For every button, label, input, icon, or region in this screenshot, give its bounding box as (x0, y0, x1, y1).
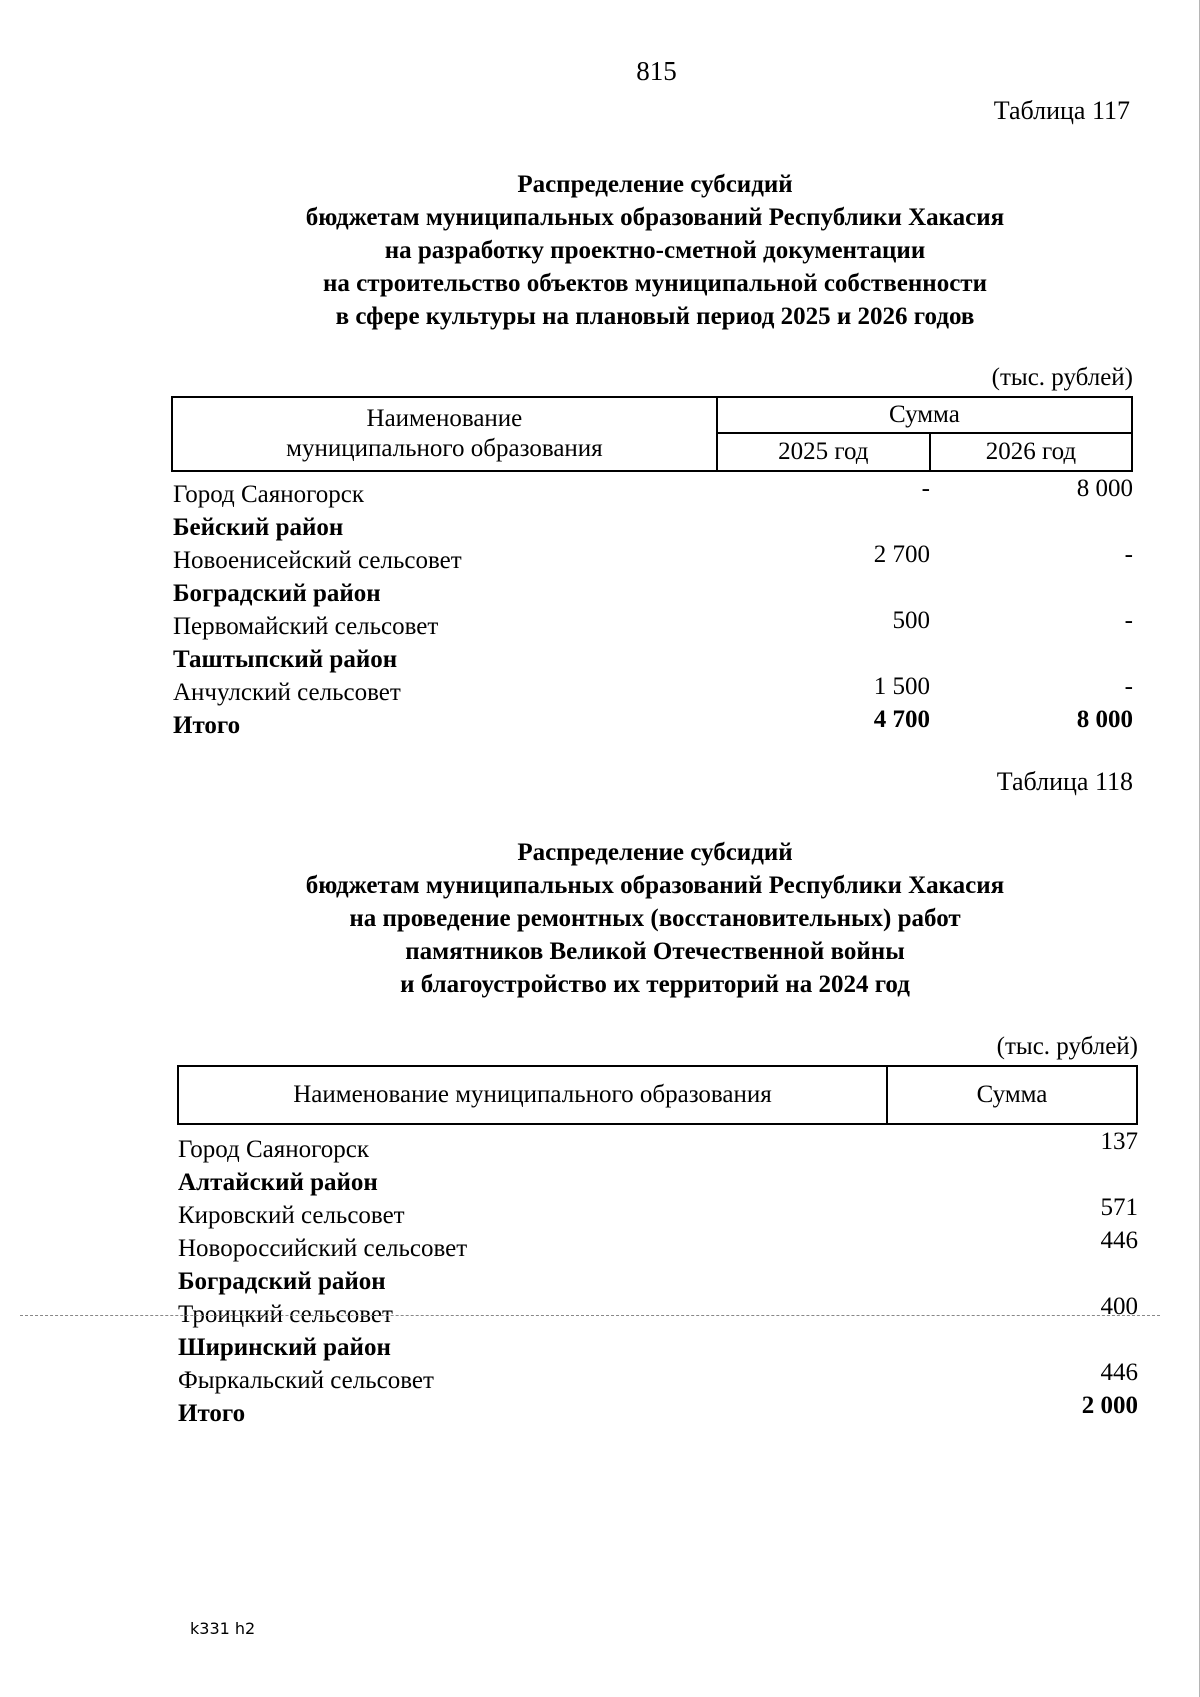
table-118-units: (тыс. рублей) (996, 1033, 1138, 1060)
table-row (173, 577, 1133, 610)
row-name: Бейский район (173, 514, 344, 541)
header-name-line1: Наименование (366, 405, 523, 432)
row-name: Таштыпский район (173, 646, 398, 673)
value-2026: 8 000 (1076, 706, 1133, 733)
table-row (178, 1331, 1138, 1364)
row-name: Итого (173, 712, 241, 739)
table-row (173, 541, 1133, 577)
header-2026-cell: 2026 год (930, 433, 1132, 471)
table-117-body (173, 475, 1133, 742)
title-line: на проведение ремонтных (восстановительных) работ (349, 905, 961, 932)
table-117-label: Таблица 117 (993, 96, 1130, 125)
row-value: 446 (1100, 1359, 1138, 1386)
row-name: Алтайский район (178, 1169, 378, 1196)
header-sum-cell: Сумма (887, 1066, 1137, 1124)
table-117-units: (тыс. рублей) (991, 364, 1133, 391)
table-row (173, 607, 1133, 643)
row-name: Ширинский район (178, 1334, 391, 1361)
title-line: Распределение субсидий (517, 171, 793, 198)
table-row (178, 1166, 1138, 1199)
table-117-title (0, 168, 1200, 333)
table-row (173, 475, 1133, 511)
row-name: Кировский сельсовет (178, 1202, 405, 1229)
title-line: бюджетам муниципальных образований Республики Хакасия (305, 204, 1005, 231)
title-line: памятников Великой Отечественной войны (405, 938, 905, 965)
header-sum-cell: Сумма (717, 397, 1132, 433)
table-row (173, 673, 1133, 709)
table-row (178, 1227, 1138, 1265)
table-row (173, 511, 1133, 544)
row-name: Новороссийский сельсовет (178, 1235, 468, 1262)
title-line: в сфере культуры на плановый период 2025 и 2026 годов (335, 303, 975, 330)
table-row (178, 1194, 1138, 1232)
table-118-header (177, 1065, 1138, 1125)
title-line: и благоустройство их территорий на 2024 год (400, 971, 910, 998)
table-118-body (178, 1128, 1138, 1430)
row-name: Новоенисейский сельсовет (173, 547, 462, 574)
table-118-label: Таблица 118 (996, 767, 1133, 796)
header-name-cell (172, 397, 717, 471)
row-value: 400 (1100, 1293, 1138, 1320)
footer-code: k331 h2 (190, 1619, 256, 1638)
row-value: 446 (1100, 1227, 1138, 1254)
row-name: Анчулский сельсовет (173, 679, 401, 706)
header-2025-cell: 2025 год (717, 433, 930, 471)
value-2026: - (1124, 673, 1133, 700)
row-value: 2 000 (1081, 1392, 1138, 1419)
table-row (178, 1359, 1138, 1397)
row-name: Троицкий сельсовет (178, 1301, 393, 1328)
row-name: Город Саяногорск (173, 481, 365, 508)
header-name-line2: муниципального образования (286, 435, 603, 462)
table-117-header (171, 396, 1133, 472)
value-2025: 500 (892, 607, 930, 634)
title-line: на разработку проектно-сметной документации (384, 237, 926, 264)
page-number: 815 (636, 56, 677, 86)
row-name: Фыркальский сельсовет (178, 1367, 434, 1394)
scan-artifact-line (20, 1315, 1160, 1316)
title-line: бюджетам муниципальных образований Республики Хакасия (305, 872, 1005, 899)
table-row (178, 1128, 1138, 1166)
title-line: на строительство объектов муниципальной собственности (323, 270, 987, 297)
table-row (173, 706, 1133, 742)
row-name: Итого (178, 1400, 246, 1427)
table-118-title (0, 836, 1200, 1001)
row-value: 571 (1100, 1194, 1138, 1221)
table-row (173, 643, 1133, 676)
row-name: Боградский район (178, 1268, 386, 1295)
header-name-cell: Наименование муниципального образования (178, 1066, 887, 1124)
value-2025: 4 700 (873, 706, 930, 733)
row-name: Город Саяногорск (178, 1136, 370, 1163)
value-2025: 2 700 (873, 541, 930, 568)
title-line: Распределение субсидий (517, 839, 793, 866)
row-name: Первомайский сельсовет (173, 613, 439, 640)
value-2026: - (1124, 607, 1133, 634)
value-2026: 8 000 (1076, 475, 1133, 502)
value-2026: - (1124, 541, 1133, 568)
value-2025: 1 500 (873, 673, 930, 700)
row-name: Боградский район (173, 580, 381, 607)
table-row (178, 1392, 1138, 1430)
row-value: 137 (1100, 1128, 1138, 1155)
value-2025: - (921, 475, 930, 502)
table-row (178, 1265, 1138, 1298)
